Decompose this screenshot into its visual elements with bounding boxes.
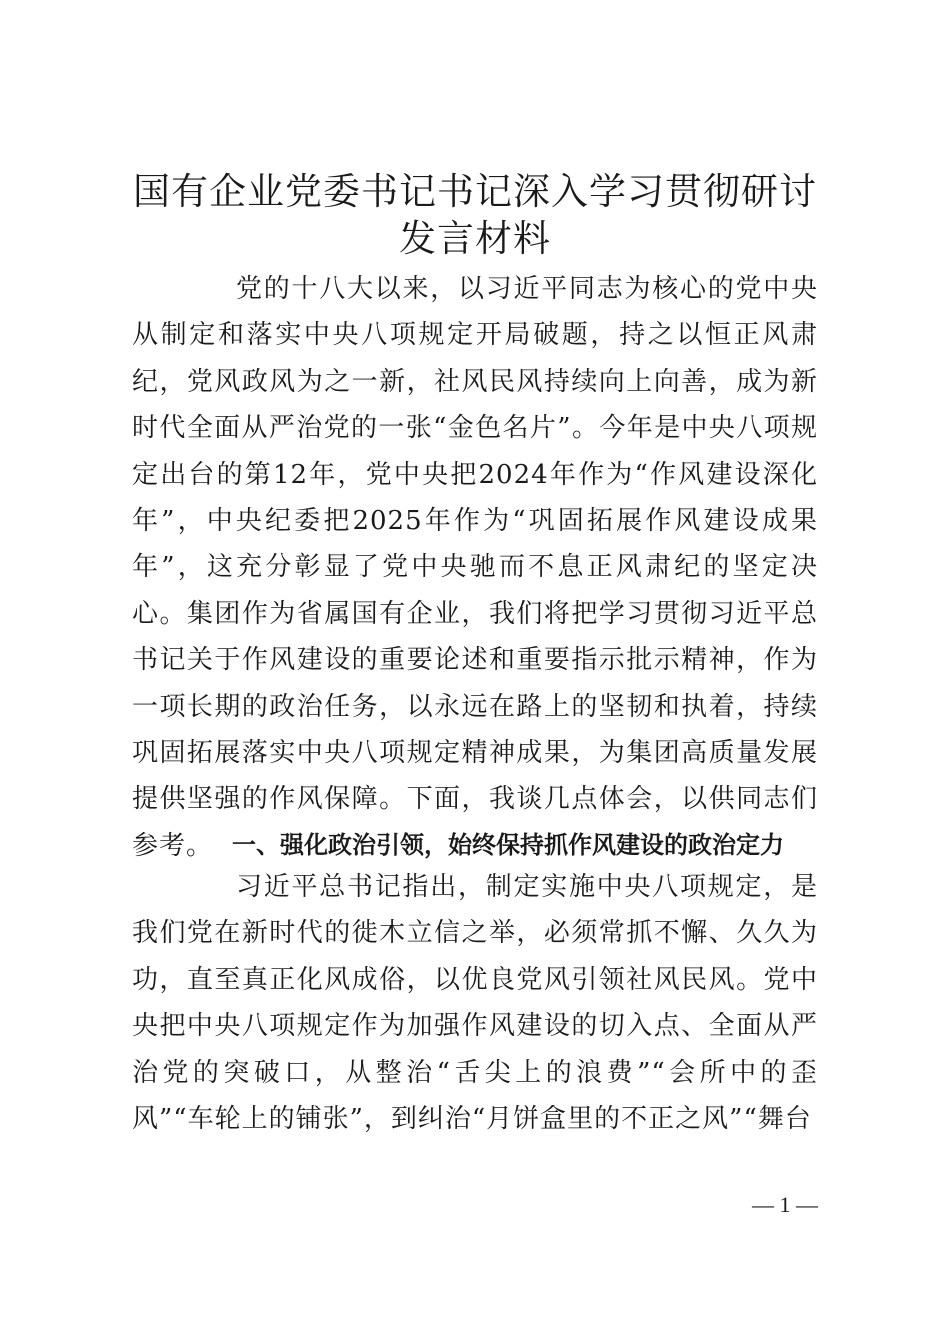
section-heading-1: 一、强化政治引领，始终保持抓作风建设的政治定力	[232, 831, 784, 859]
document-title: 国有企业党委书记书记深入学习贯彻研讨发言材料	[133, 170, 817, 260]
section-1-paragraph: 习近平总书记指出，制定实施中央八项规定，是我们党在新时代的徙木立信之举，必须常抓不懈、久久为功，直至真正化风成俗，以优良党风引领社风民风。党中央把中央八项规定作为加强作风建设的切入点、全面从严治党的突破口，从整治“舌尖上的浪费”“会所中的歪风”“车轮上的铺张”，到纠治“月饼盒里的不正之风”“舞台	[132, 872, 818, 1135]
page-number: — 1 —	[752, 1192, 818, 1217]
intro-paragraph: 党的十八大以来，以习近平同志为核心的党中央从制定和落实中央八项规定开局破题，持之以恒正风肃纪，党风政风为之一新，社风民风持续向上向善，成为新时代全面从严治党的一张“金色名片”。今年是中央八项规定出台的第12年，党中央把2024年作为“作风建设深化年”，中央纪委把2025年作为“巩固拓展作风建设成果年”，这充分彰显了党中央驰而不息正风肃纪的坚定决心。集团作为省属国有企业，我们将把学习贯彻习近平总书记关于作风建设的重要论述和重要指示批示精神，作为一项长期的政治任务，以永远在路上的坚韧和执着，持续巩固拓展落实中央八项规定精神成果，为集团高质量发展提供坚强的作风保障。下面，我谈几点体会，以供同志们参考。	[132, 274, 818, 861]
